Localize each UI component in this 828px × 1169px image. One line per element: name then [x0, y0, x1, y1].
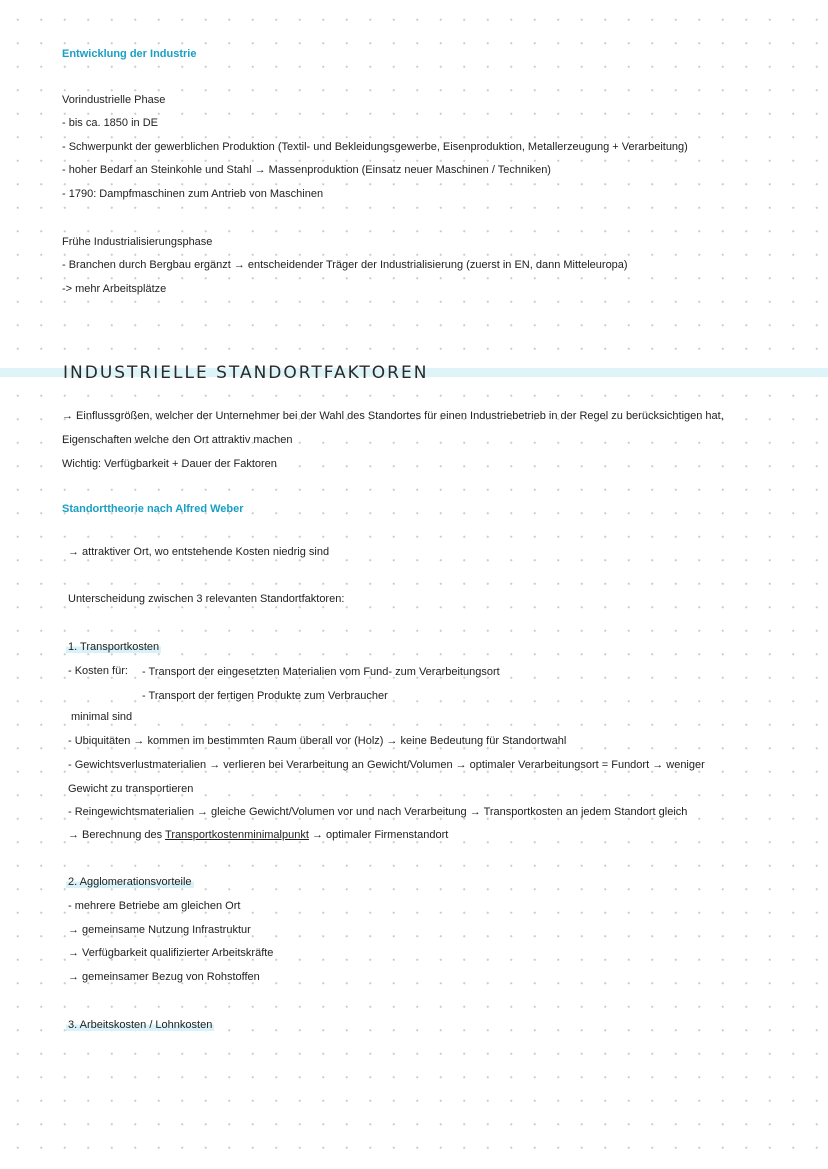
list-item: - 1790: Dampfmaschinen zum Antrieb von Maschinen: [62, 188, 324, 200]
calc-post: → optimaler Firmenstandort: [308, 829, 449, 841]
list-item: - Reingewichtsmaterialien → gleiche Gewicht/Volumen vor und nach Verarbeitung → Transportkosten an jedem Standort gleich: [68, 806, 688, 818]
list-item: → gemeinsame Nutzung Infrastruktur: [68, 924, 251, 936]
factor2-title: [66, 875, 194, 889]
kosten-item: - Transport der eingesetzten Materialien vom Fund- zum Verarbeitungsort: [142, 666, 500, 678]
weber-subtitle: Unterscheidung zwischen 3 relevanten Standortfaktoren:: [68, 593, 345, 605]
list-item: - Ubiquitäten → kommen im bestimmten Raum überall vor (Holz) → keine Bedeutung für Standortwahl: [68, 735, 567, 747]
intro-line: → Einflussgrößen, welcher der Unternehmer bei der Wahl des Standortes für einen Industriebetrieb in der Regel zu berücksichtigen hat,: [62, 410, 724, 422]
factor1-title-text: 1. Transportkosten: [68, 641, 160, 653]
calc-pre: → Berechnung des: [68, 829, 166, 841]
section-title-standortfaktoren: INDUSTRIELLE STANDORTFAKTOREN: [63, 363, 429, 383]
list-item: → Verfügbarkeit qualifizierter Arbeitskräfte: [68, 947, 274, 959]
intro-line: Wichtig: Verfügbarkeit + Dauer der Faktoren: [62, 458, 277, 470]
phase1-title: Vorindustrielle Phase: [62, 94, 166, 106]
list-item: - bis ca. 1850 in DE: [62, 117, 158, 129]
list-item: - Gewichtsverlustmaterialien → verlieren bei Verarbeitung an Gewicht/Volumen → optimaler Verarbeitungsort = Fundort → weniger: [68, 759, 705, 771]
list-item: - mehrere Betriebe am gleichen Ort: [68, 900, 241, 912]
phase2-title: Frühe Industrialisierungsphase: [62, 236, 213, 248]
weber-definition: → attraktiver Ort, wo entstehende Kosten niedrig sind: [68, 546, 330, 558]
calc-term: Transportkostenminimalpunkt: [165, 829, 309, 841]
kosten-item: - Transport der fertigen Produkte zum Verbraucher: [142, 690, 388, 702]
list-item: Gewicht zu transportieren: [68, 783, 194, 795]
weber-title: Standorttheorie nach Alfred Weber: [62, 503, 244, 515]
minimal-text: minimal sind: [71, 711, 133, 723]
intro-line: Eigenschaften welche den Ort attraktiv machen: [62, 434, 293, 446]
factor3-title-text: 3. Arbeitskosten / Lohnkosten: [68, 1019, 213, 1031]
factor2-title-text: 2. Agglomerationsvorteile: [68, 876, 192, 888]
list-item: → gemeinsamer Bezug von Rohstoffen: [68, 971, 260, 983]
calc-line: [68, 828, 448, 842]
section-title-industry: Entwicklung der Industrie: [62, 48, 197, 60]
list-item: -> mehr Arbeitsplätze: [62, 283, 167, 295]
kosten-label: - Kosten für:: [68, 665, 128, 677]
list-item: - hoher Bedarf an Steinkohle und Stahl → Massenproduktion (Einsatz neuer Maschinen / Techniken): [62, 164, 551, 176]
factor3-title: [66, 1018, 214, 1032]
list-item: - Schwerpunkt der gewerblichen Produktion (Textil- und Bekleidungsgewerbe, Eisenproduktion, Metallerzeugung + Verarbeitung): [62, 141, 688, 153]
factor1-title: [66, 640, 161, 654]
list-item: - Branchen durch Bergbau ergänzt → entscheidender Träger der Industrialisierung (zuerst in EN, dann Mitteleuropa): [62, 259, 628, 271]
